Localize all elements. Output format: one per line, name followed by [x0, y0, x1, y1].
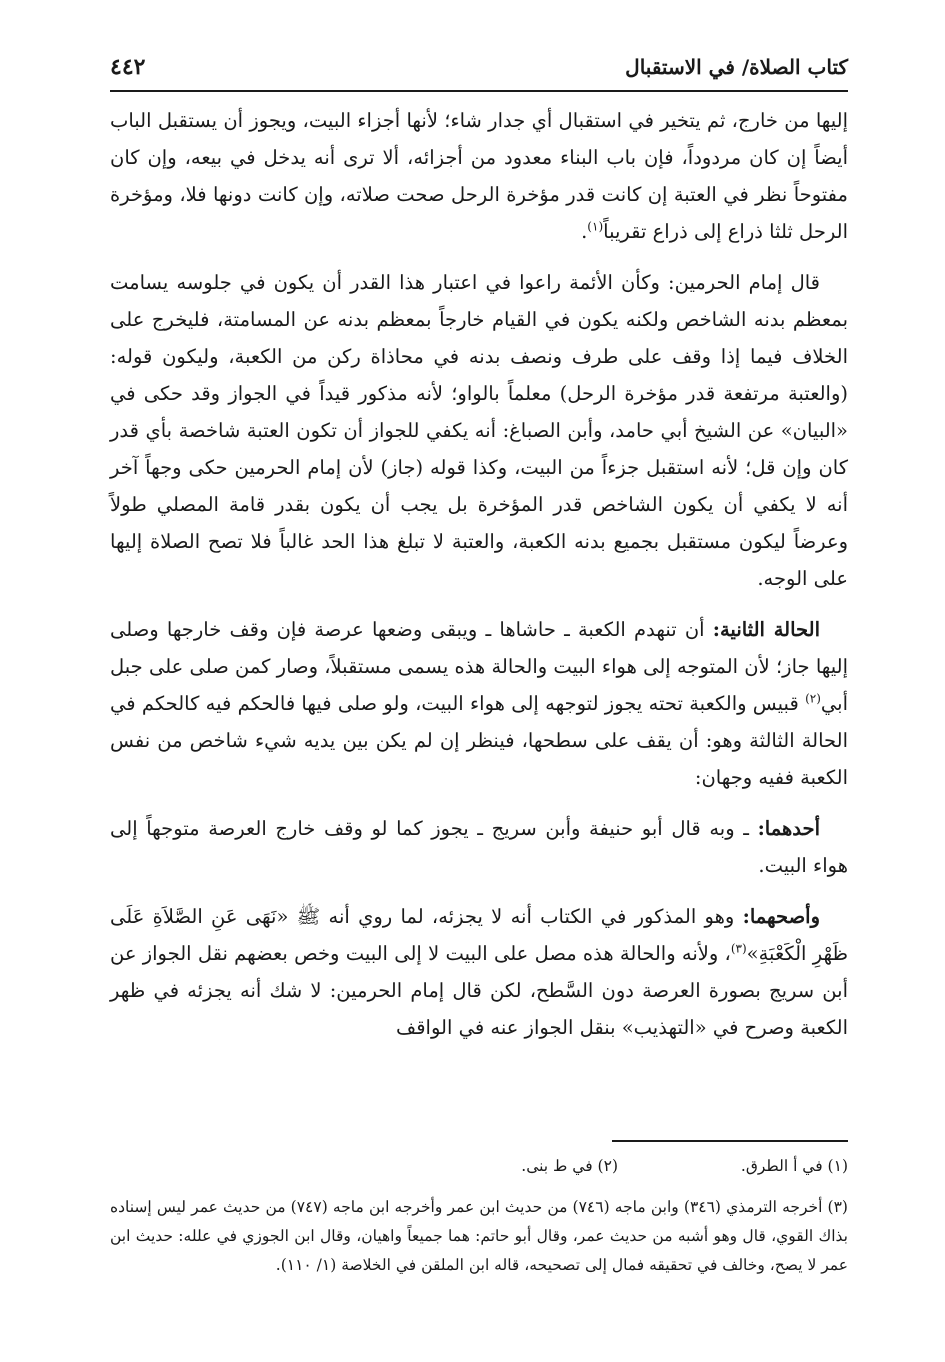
footnote-ref-1: (١): [587, 219, 604, 234]
paragraph-3-text-b: قبيس والكعبة تحته يجوز لتوجهه إلى هواء البيت، ولو صلى فيها فالحكم فيه كالحكم في الحالة الثالثة وهو: أن يقف على سطحها، فينظر إن لم يكن بين يديه شيء شاخص من نفس الكعبة ففيه وجهان:: [110, 692, 848, 789]
paragraph-1-text: إليها من خارج، ثم يتخير في استقبال أي جدار شاء؛ لأنها أجزاء البيت، ويجوز أن يستقبل الباب أيضاً إن كان مردوداً، فإن باب البناء معدود من أجزائه، ألا ترى أنه يدخل في بيعه، وإن كان مفتوحاً نظر في العتبة إن كانت قدر مؤخرة الرحل صحت صلاته، وإن كانت دونها فلا، ومؤخرة الرحل ثلثا ذراع إلى ذراع تقريباً: [110, 109, 848, 243]
chapter-title: كتاب الصلاة/ في الاستقبال: [625, 55, 848, 79]
paragraph-1: [110, 102, 848, 250]
footnote-ref-3: (٣): [730, 941, 747, 956]
footnote-separator: [612, 1140, 848, 1142]
paragraph-5-text-b: ، ولأنه والحالة هذه مصل على البيت لا إلى البيت وخص بعضهم نقل الجواز عن أبن سريج بصورة العرصة دون السَّطح، لكن قال إمام الحرمين: لا شك أنه يجزئه في ظهر الكعبة وصرح في «التهذيب» بنقل الجواز عنه في الواقف: [110, 942, 848, 1039]
paragraph-5-text-a: وهو المذكور في الكتاب أنه لا يجزئه، لما روي أنه ﷺ «نَهَى عَنِ الصَّلاَةِ عَلَى ظَهْرِ الْكَعْبَةِ»: [110, 905, 848, 965]
paragraph-5: [110, 898, 848, 1046]
footnote-2: (٢) في ط بنى.: [521, 1157, 618, 1175]
footnote-3: (٣) أخرجه الترمذي (٣٤٦) وابن ماجه (٧٤٦) من حديث ابن عمر وأخرجه ابن ماجه (٧٤٧) من حديث عمر ليس إسناده بذاك القوي، قال وهو أشبه من حديث عمر، وقال أبو حاتم: هما جميعاً واهيان، وقال ابن الجوزي في علله: حديث ابن عمر لا يصح، وخالف في تحقيقه فمال إلى تصحيحه، قاله ابن الملقن في الخلاصة (١/ ١١٠).: [110, 1198, 848, 1274]
term-second-case: الحالة الثانية:: [712, 618, 820, 641]
paragraph-1-end: .: [581, 220, 588, 243]
paragraph-3-text-a: أن تنهدم الكعبة ـ حاشاها ـ ويبقى وضعها عرصة فإن وقف خارجها وصلى إليها جاز؛ لأن المتوجه إلى هواء البيت والحالة هذه يسمى مستقبلاً، وصار كمن صلى على جبل أبي: [110, 618, 848, 715]
book-page: [110, 44, 848, 1324]
footnotes-row-1-2: [110, 1152, 848, 1181]
paragraph-4: [110, 810, 848, 884]
main-text: [110, 102, 848, 1060]
footnote-1: (١) في أ الطرق.: [740, 1157, 848, 1175]
footnotes: [110, 1152, 848, 1280]
paragraph-3: [110, 611, 848, 796]
term-first-view: أحدهما:: [757, 817, 820, 840]
term-sounder-view: وأصحهما:: [742, 905, 821, 928]
page-header: [110, 44, 848, 92]
footnote-ref-2: (٢): [805, 691, 821, 706]
paragraph-2: قال إمام الحرمين: وكأن الأئمة راعوا في اعتبار هذا القدر أن يكون في جلوسه يسامت بمعظم بدنه الشاخص ولكنه يكون في القيام خارجاً بمعظم بدنه عن المسامتة، فليخرج على الخلاف فيما إذا وقف على طرف ونصف بدنه في محاذاة ركن من الكعبة، وليكون قوله: (والعتبة مرتفعة قدر مؤخرة الرحل) معلماً بالواو؛ لأنه مذكور قيداً في الجواز وقد حكى في «البيان» عن الشيخ أبي حامد، وأبن الصباغ: أنه يكفي للجواز أن تكون العتبة شاخصة بأي قدر كان وإن قل؛ لأنه استقبل جزءاً من البيت، وكذا قوله (جاز) لأن إمام الحرمين حكى وجهاً آخر أنه لا يكفي أن يكون الشاخص قدر المؤخرة بل يجب أن يكون بقدر قامة المصلي طولاً وعرضاً ليكون مستقبل بجميع بدنه الكعبة، والعتبة لا تبلغ هذا الحد غالباً فلا تصح الصلاة إليها على الوجه.: [110, 271, 848, 590]
paragraph-4-text: ـ وبه قال أبو حنيفة وأبن سريج ـ يجوز كما لو وقف خارج العرصة متوجهاً إلى هواء البيت.: [110, 817, 848, 877]
page-number: ٤٤٢: [110, 54, 146, 80]
